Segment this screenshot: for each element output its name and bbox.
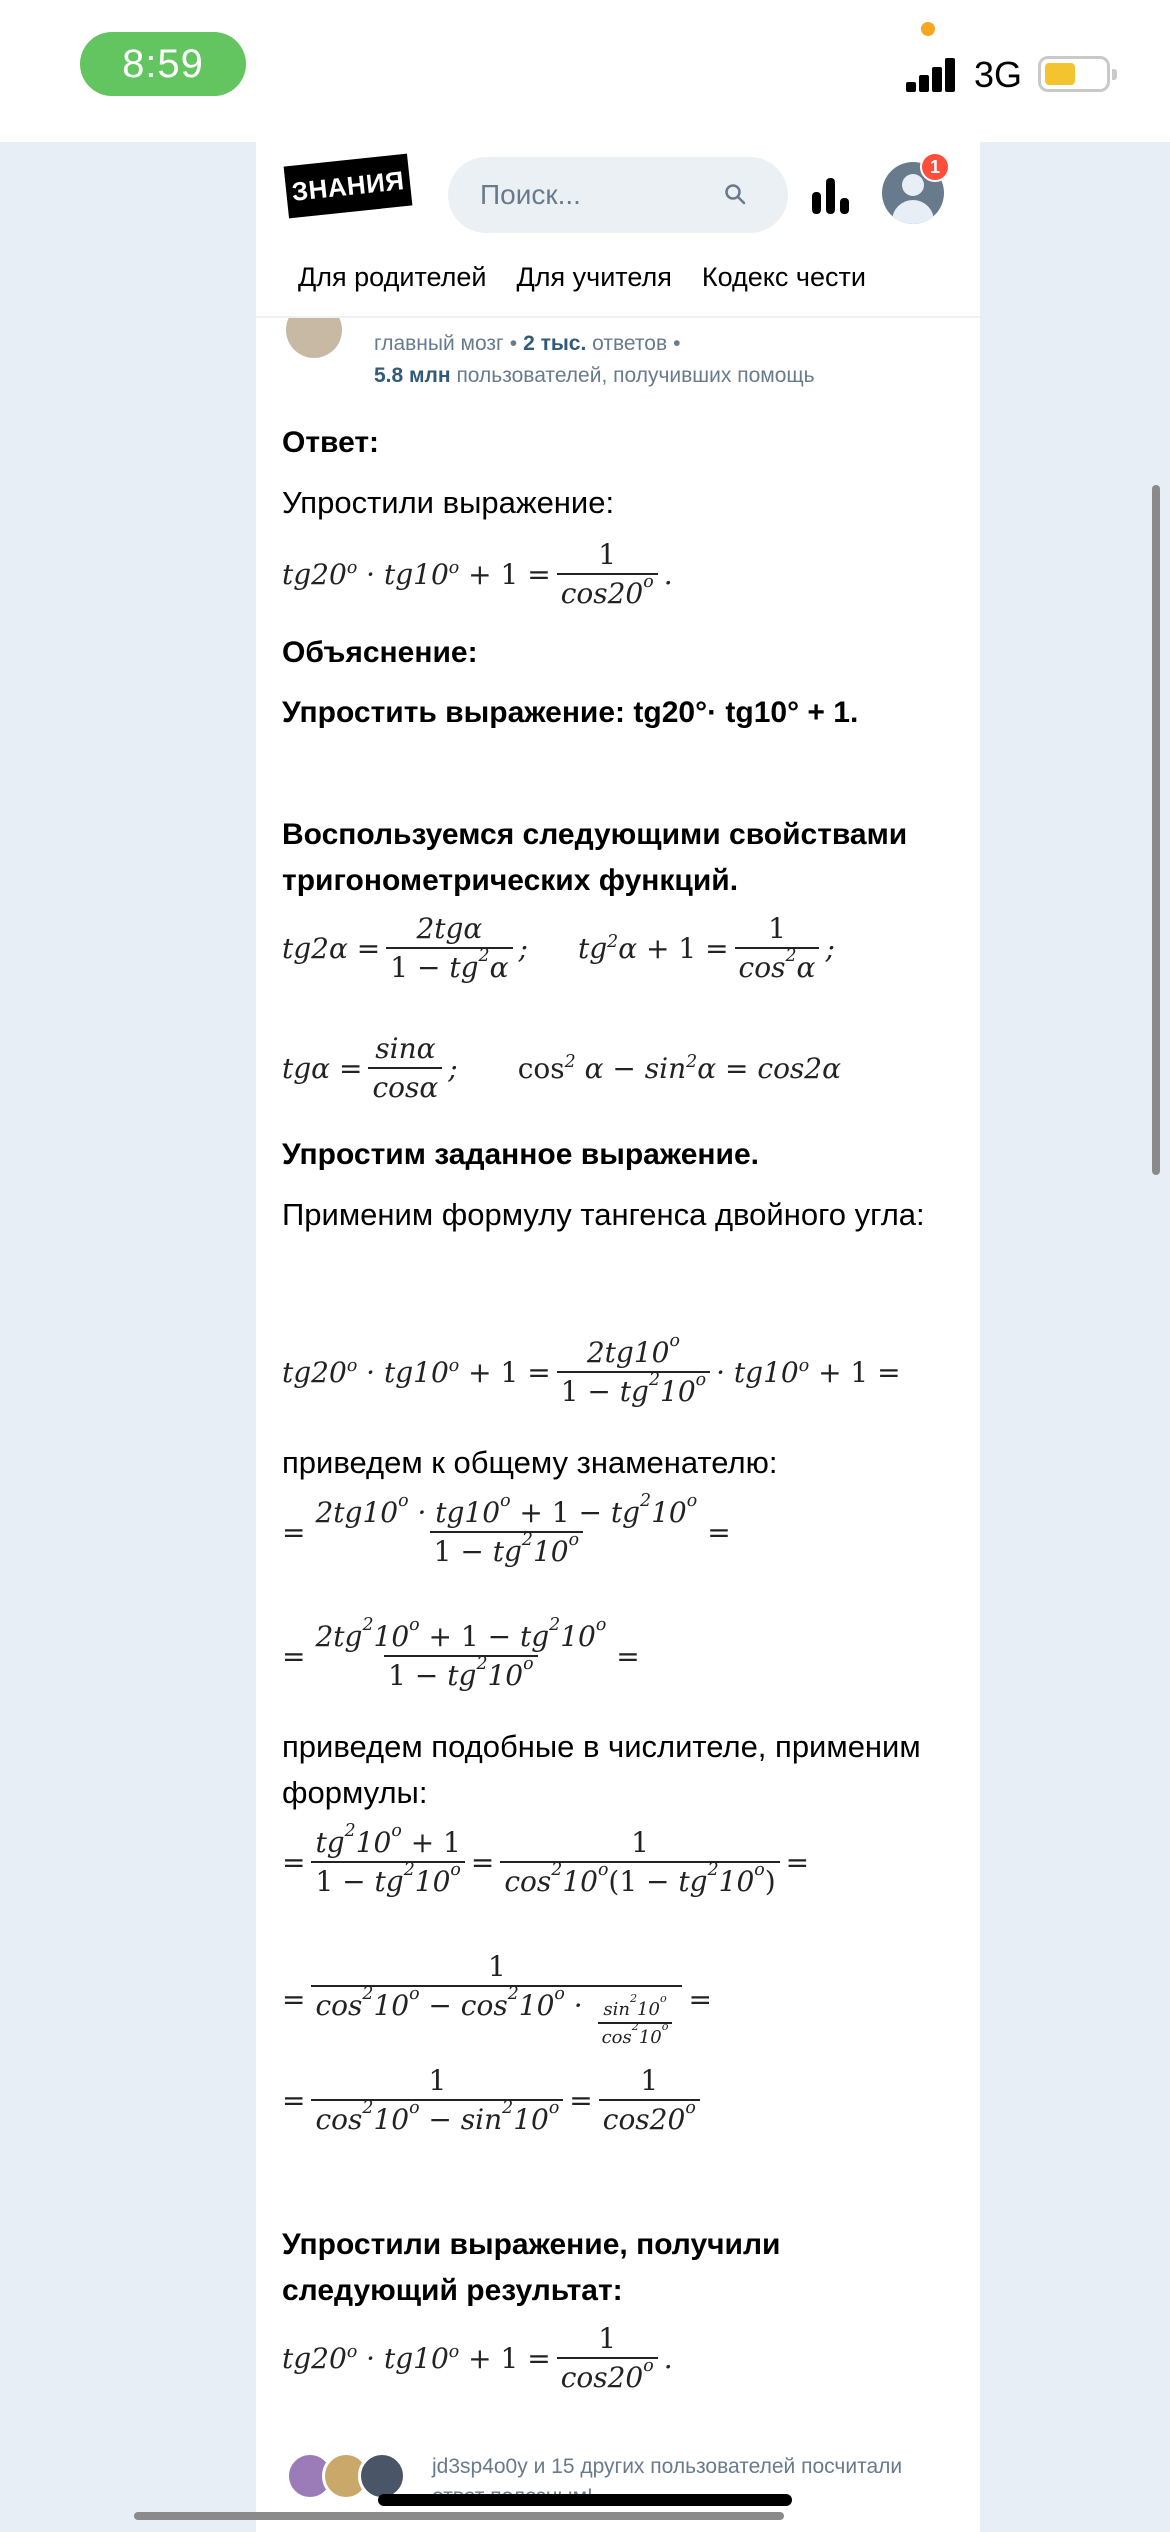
helped-label: пользователей, получивших помощь [456, 364, 815, 387]
search-icon[interactable] [724, 183, 746, 205]
apply-double-angle: Применим формулу тангенса двойного угла: [282, 1197, 925, 1232]
znaniya-logo[interactable]: ЗНАНИЯ [284, 154, 413, 219]
signal-strength-icon [906, 58, 956, 92]
explanation-heading: Объяснение: [282, 636, 478, 669]
nav-honor-code[interactable]: Кодекс чести [701, 262, 866, 292]
author-meta: главный мозг • 2 тыс. ответов • [374, 332, 681, 355]
task-statement: Упростить выражение: tg20°· tg10° + 1. [282, 696, 859, 729]
vertical-scrollbar[interactable] [1152, 485, 1160, 1175]
notification-badge: 1 [920, 152, 950, 182]
formula-answer: tg20 o · tg10 o + 1 = $\frac{1}{\cos 20^o}$ . [282, 538, 673, 610]
formula-step-6: = $\frac{1}{\cos^210^o - \sin^210^o}$ = $\frac{1}{\cos 20^o}$ [282, 2064, 962, 2136]
nav-teachers[interactable]: Для учителя [516, 262, 672, 292]
answers-count: 2 тыс. [523, 332, 587, 355]
simplify-given-heading: Упростим заданное выражение. [282, 1138, 759, 1171]
answer-page [256, 142, 980, 2532]
search-placeholder: Поиск... [480, 179, 581, 210]
horizontal-scrollbar[interactable] [134, 2512, 784, 2520]
formula-step-2: = $\frac{2tg10^o \cdot tg10^o + 1 - tg^210^o}{1 - tg^210^o}$ = [282, 1490, 731, 1568]
voters-text: jd3sp4o0y и 15 других пользователей посчитали [432, 2455, 903, 2478]
nav-parents[interactable]: Для родителей [298, 262, 487, 292]
formula-step-3: = $\frac{2tg^210^o + 1 - tg^210^o}{1 - tg^210^o}$ = [282, 1614, 640, 1692]
formula-properties-2: tgα = $\frac{\sin\alpha}{\cos\alpha}$ ; cos 2 α − sin 2 α = cos2α [282, 1032, 842, 1104]
privacy-indicator-icon [921, 22, 935, 36]
header-nav [298, 262, 866, 293]
answers-label: ответов [592, 332, 668, 355]
answer-heading: Ответ: [282, 426, 380, 459]
common-denominator-label: приведем к общему знаменателю: [282, 1445, 778, 1480]
formula-step-5: = 1 $\cos^210^o - \cos^210^o$ · $\frac{\sin^210^o}{\cos^210^o}$ = [282, 1950, 712, 2048]
network-type: 3G [974, 54, 1023, 95]
battery-icon [1038, 56, 1110, 92]
formula-step-1: tg20 o · tg10 o + 1 = $\frac{2tg10^o}{1 - tg^210^o}$ · tg10 o + 1 = [282, 1330, 901, 1408]
status-time: 8:59 [80, 32, 246, 96]
helped-count: 5.8 млн [374, 364, 451, 387]
stats-icon[interactable] [812, 174, 852, 214]
status-bar [0, 0, 1170, 142]
author-helped [374, 364, 815, 388]
author-rank: главный мозг [374, 332, 504, 355]
formula-step-4: = $\frac{tg^210^o + 1}{1 - tg^210^o}$ = $\frac{1}{\cos^210^o(1 - tg^210^o)}$ = [282, 1820, 810, 1898]
formula-properties-1: tg2α = $\frac{\text{2tgα}}{1 - tg^2\alpha}$ ; tg 2 α + 1 = $\frac{1}{\cos^2\alpha}$ ; [282, 912, 835, 984]
simplified-label: Упростили выражение: [282, 485, 615, 520]
site-header [256, 142, 980, 318]
result-heading: Упростили выражение, получили следующий результат: [282, 2228, 781, 2307]
like-terms-label: приведем подобные в числителе, применим формулы: [282, 1729, 921, 1810]
formula-result: tg20 o · tg10 o + 1 = $\frac{1}{\cos 20^o}$ . [282, 2322, 673, 2394]
search-input[interactable] [448, 157, 788, 233]
home-indicator[interactable] [378, 2494, 792, 2506]
properties-heading: Воспользуемся следующими свойствами тригонометрических функций. [282, 818, 908, 897]
